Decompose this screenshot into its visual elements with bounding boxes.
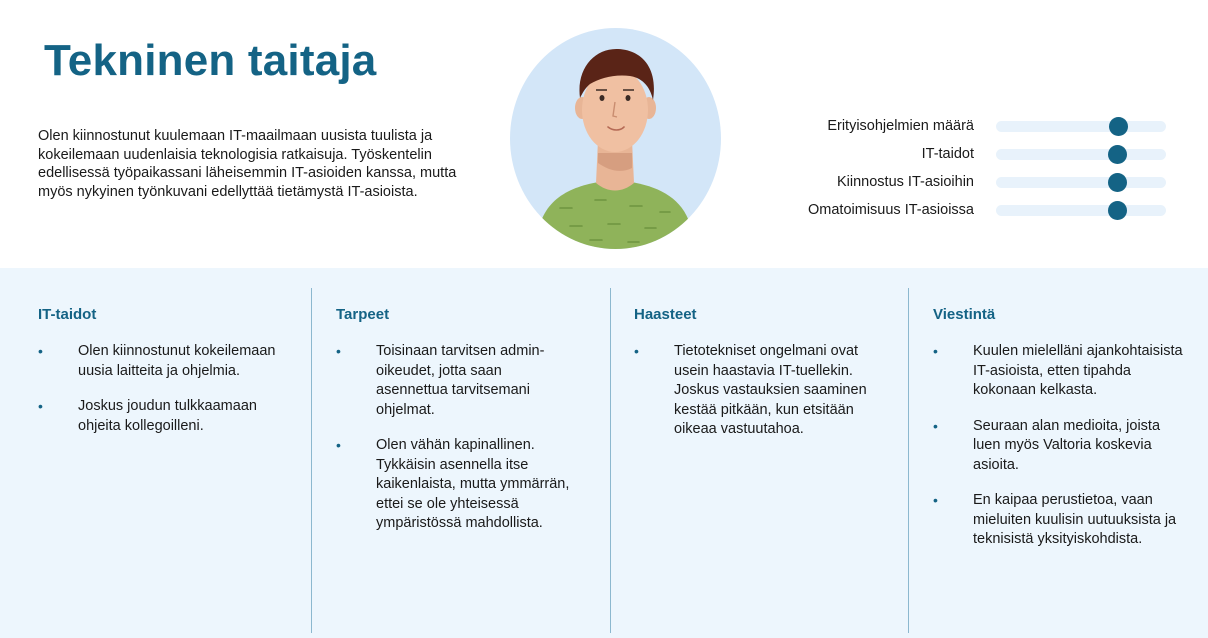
slider-row (790, 196, 1180, 224)
slider-knob (1108, 173, 1127, 192)
bullet-icon: • (38, 398, 43, 414)
list-item-text: Kuulen mielelläni ajankohtaisista IT-asioista, etten tipahda kokonaan kelkasta. (973, 343, 1183, 398)
list-item (634, 342, 884, 440)
slider-track (996, 177, 1166, 188)
list-item-text: Seuraan alan medioita, joista luen myös Valtoria koskevia asioita. (973, 417, 1161, 473)
list-item-text: Joskus joudun tulkkaamaan ohjeita kollegoilleni. (78, 398, 257, 434)
column-title: Viestintä (933, 306, 996, 323)
persona-avatar (510, 28, 721, 249)
slider-knob (1109, 117, 1128, 136)
slider-row (790, 168, 1180, 196)
person-portrait-icon (510, 28, 721, 249)
column-communication (933, 288, 1188, 633)
persona-details-panel (0, 268, 1208, 638)
bullet-icon: • (38, 343, 43, 359)
bullet-list (933, 342, 1188, 566)
slider-label: Erityisohjelmien määrä (827, 118, 974, 134)
bullet-list (38, 342, 293, 452)
slider-knob (1108, 201, 1127, 220)
slider-track (996, 205, 1166, 216)
bullet-list (634, 342, 884, 456)
persona-description: Olen kiinnostunut kuulemaan IT-maailmaan uusista tuulista ja kokeilemaan uudenlaisia teknologisia ratkaisuja. Työskentelin edellisessä työpaikassani läheisemmin IT-asioiden kanssa, mutta myös nykyinen työnkuvani edellyttää tietämystä IT-asioista. (38, 128, 457, 200)
list-item (38, 342, 293, 381)
slider-row (790, 112, 1180, 140)
bullet-icon: • (634, 343, 639, 359)
column-divider (908, 288, 909, 633)
slider-row (790, 140, 1180, 168)
list-item (933, 417, 1188, 476)
list-item-text: Toisinaan tarvitsen admin-oikeudet, jotta saan asennettua tarvitsemani ohjelmat. (376, 343, 545, 418)
list-item (933, 342, 1188, 401)
column-needs (336, 288, 576, 633)
page-title: Tekninen taitaja (44, 36, 377, 85)
list-item-text: Olen kiinnostunut kokeilemaan uusia laitteita ja ohjelmia. (78, 343, 276, 379)
column-divider (311, 288, 312, 633)
bullet-icon: • (933, 417, 938, 434)
list-item (933, 491, 1188, 550)
bullet-icon: • (933, 492, 938, 508)
slider-track (996, 149, 1166, 160)
list-item (38, 397, 293, 436)
slider-label: Kiinnostus IT-asioihin (836, 174, 974, 190)
list-item-text: En kaipaa perustietoa, vaan mieluiten kuulisin uutuuksista ja teknisistä yksityiskohdista. (973, 492, 1177, 547)
bullet-icon: • (336, 437, 341, 453)
column-title: Tarpeet (336, 306, 390, 323)
bullet-icon: • (336, 343, 341, 359)
list-item-text: Tietotekniset ongelmani ovat usein haastavia IT-tuellekin. Joskus vastauksien saaminen kestää pitkään, kun etsitään oikeaa vastuutahoa. (674, 343, 867, 437)
attribute-sliders (790, 112, 1180, 224)
list-item-text: Olen vähän kapinallinen. Tykkäisin asennella itse kaikenlaista, mutta ymmärrän, ettei se ole yhteisessä ympäristössä mahdollista. (376, 437, 570, 531)
list-item (336, 342, 576, 420)
bullet-list (336, 342, 576, 550)
column-it-skills (38, 288, 293, 633)
bullet-icon: • (933, 343, 938, 359)
slider-knob (1108, 145, 1127, 164)
slider-label: Omatoimisuus IT-asioissa (808, 202, 974, 218)
list-item (336, 436, 576, 534)
slider-track (996, 121, 1166, 132)
column-challenges (634, 288, 884, 633)
column-divider (610, 288, 611, 633)
column-title: IT-taidot (38, 306, 97, 323)
slider-label: IT-taidot (921, 146, 974, 162)
column-title: Haasteet (634, 306, 697, 323)
